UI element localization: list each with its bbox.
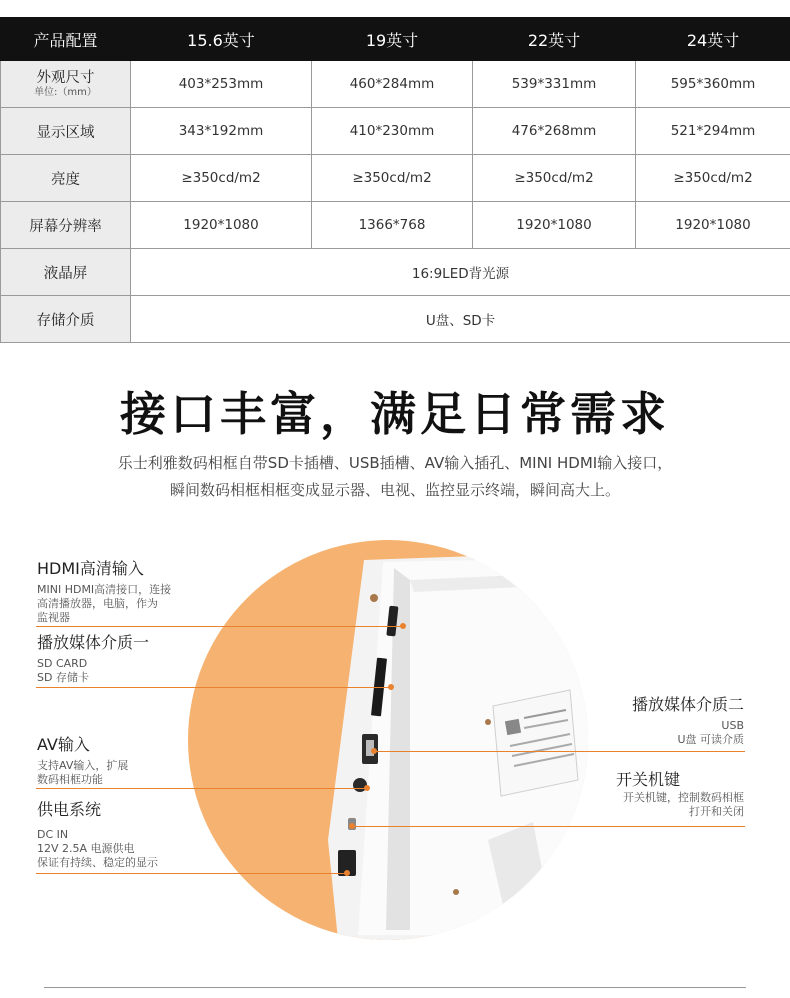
leader-dot [388,684,394,690]
table-cell: 1366*768 [312,202,473,249]
table-cell: ≥350cd/m2 [131,155,312,202]
callout-detail: U盘 可读介质 [677,733,744,746]
leader-line-av [36,788,368,789]
table-cell: 539*331mm [473,61,636,108]
callout-hdmi [37,556,171,625]
leader-line-switch [352,826,745,827]
leader-line-hdmi [36,626,402,627]
leader-dot [364,785,370,791]
leader-line-usb [374,751,745,752]
table-cell: ≥350cd/m2 [312,155,473,202]
table-cell-merged: U盘、SD卡 [131,296,790,343]
table-cell: ≥350cd/m2 [473,155,636,202]
callout-detail: SD 存储卡 [37,671,89,684]
table-cell: 403*253mm [131,61,312,108]
headline: 接口丰富，满足日常需求 [120,387,670,441]
spec-table [0,17,790,343]
table-cell: 521*294mm [636,108,790,155]
header-cell: 15.6英寸 [131,18,312,61]
callout-sd [37,630,149,685]
leader-line-power [36,873,348,874]
row-label: 屏幕分辨率 [1,202,131,249]
table-cell: 1920*1080 [473,202,636,249]
callout-detail: MINI HDMI高清接口，连接 [37,583,172,596]
header-cell: 产品配置 [1,18,131,61]
leader-dot [400,623,406,629]
table-cell: 595*360mm [636,61,790,108]
row-label-text: 外观尺寸 [36,70,95,86]
callout-detail: 高清播放器，电脑，作为 [37,597,158,610]
row-sublabel: 单位:（mm） [34,87,97,98]
callout-detail: USB [721,719,744,732]
table-row [1,296,790,343]
leader-dot [371,748,377,754]
callout-detail: SD CARD [37,657,88,670]
callout-power [37,797,158,870]
callout-title: 开关机键 [616,770,681,789]
callout-detail: 支持AV输入，扩展 [37,759,129,772]
bottom-divider [44,987,746,988]
table-cell: 460*284mm [312,61,473,108]
table-row [1,249,790,296]
table-cell: ≥350cd/m2 [636,155,790,202]
row-label: 显示区域 [1,108,131,155]
device-port-illustration [188,540,588,940]
callout-detail: 打开和关闭 [689,805,744,818]
screw-icon [453,889,459,895]
screw-icon [485,719,491,725]
callout-detail: 12V 2.5A 电源供电 [37,842,135,855]
callout-title: 供电系统 [37,800,102,819]
row-label: 液晶屏 [1,249,131,296]
leader-dot [349,823,355,829]
table-cell: 1920*1080 [131,202,312,249]
callout-detail: DC IN [37,828,69,841]
header-cell: 19英寸 [312,18,473,61]
device-drawing [188,540,588,940]
table-row [1,202,790,249]
callout-av [37,732,128,787]
callout-switch-title [616,767,680,790]
table-row [1,155,790,202]
description-line: 瞬间数码相框相框变成显示器、电视、监控显示终端，瞬间高大上。 [169,481,620,499]
callout-detail: 开关机键，控制数码相框 [623,791,744,804]
description-line: 乐士利雅数码相框自带SD卡插槽、USB插槽、AV输入插孔、MINI HDMI输入接口， [117,454,673,472]
callout-title: HDMI高清输入 [37,559,144,578]
callout-detail: 保证有持续、稳定的显示 [37,856,158,869]
header-cell: 22英寸 [473,18,636,61]
callout-title: 播放媒体介质一 [37,633,150,652]
table-cell-merged: 16:9LED背光源 [131,249,790,296]
header-cell: 24英寸 [636,18,790,61]
table-row [1,108,790,155]
row-label [1,61,131,108]
table-cell: 1920*1080 [636,202,790,249]
callout-title: AV输入 [37,735,90,754]
callout-title: 播放媒体介质二 [631,695,744,714]
table-cell: 410*230mm [312,108,473,155]
callout-switch-detail [623,791,744,819]
callout-detail: 数码相框功能 [37,773,103,786]
leader-line-sd [36,687,390,688]
spec-header-row [1,18,790,61]
screw-icon [370,594,378,602]
callout-usb [632,692,744,747]
row-label: 存储介质 [1,296,131,343]
callout-detail: 监视器 [37,611,70,624]
table-row [1,61,790,108]
row-label: 亮度 [1,155,131,202]
table-cell: 343*192mm [131,108,312,155]
leader-dot [344,870,350,876]
table-cell: 476*268mm [473,108,636,155]
device-label-sticker [493,690,578,796]
